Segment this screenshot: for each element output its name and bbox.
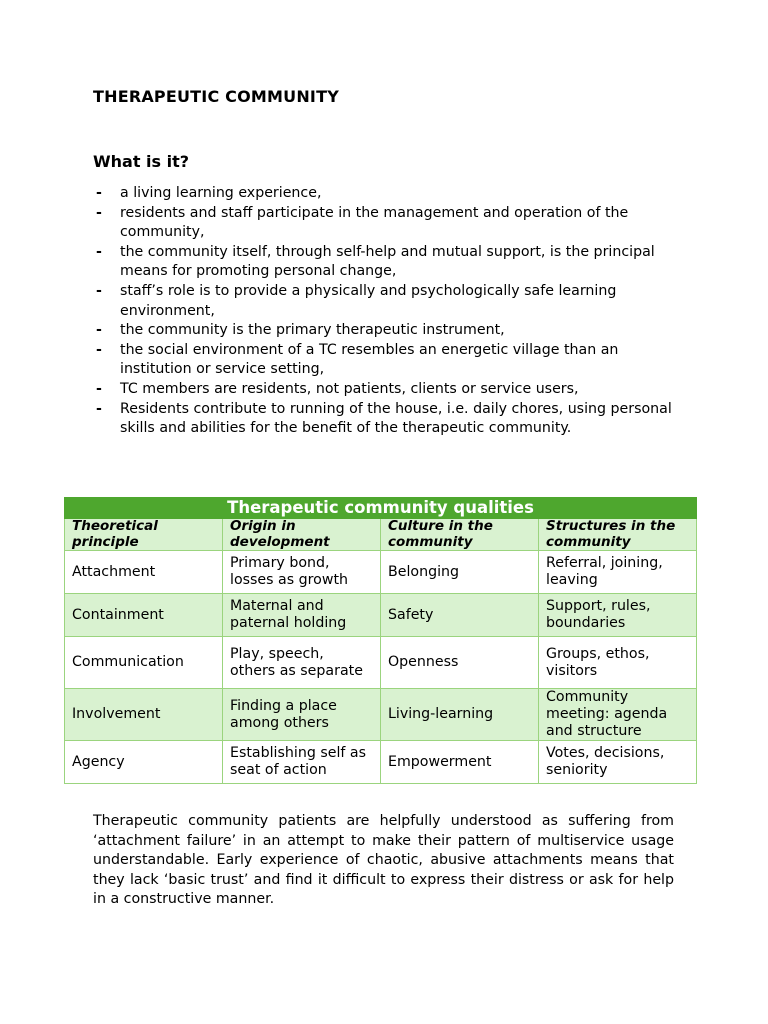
qualities-table: [64, 497, 697, 784]
list-item: - the community is the primary therapeutic instrument,: [93, 321, 683, 341]
table-cell: Agency: [65, 741, 223, 784]
closing-paragraph: Therapeutic community patients are helpfully understood as suffering from ‘attachment failure’ in an attempt to make their pattern of multiservice usage understandable. Early experience of chaotic, abusive attachments means that they lack ‘basic trust’ and find it difficult to express their distress or ask for help in a constructive manner.: [93, 813, 674, 908]
table-cell: Attachment: [65, 551, 223, 594]
list-item: - TC members are residents, not patients, clients or service users,: [93, 380, 683, 400]
bullet-dash: -: [96, 243, 102, 260]
table-row: [65, 689, 697, 741]
list-item: - staff’s role is to provide a physically and psychologically safe learning environment,: [96, 282, 617, 319]
table-cell: Referral, joining, leaving: [539, 551, 697, 594]
table-cell: Support, rules, boundaries: [539, 594, 697, 637]
table-cell: Communication: [65, 637, 223, 689]
table-cell: Maternal and paternal holding: [223, 594, 381, 637]
table-cell: Empowerment: [381, 741, 539, 784]
list-item: - the social environment of a TC resembles an energetic village than an institution or service setting,: [96, 341, 619, 378]
table-cell: Groups, ethos, visitors: [539, 637, 697, 689]
table-cell: Votes, decisions, seniority: [539, 741, 697, 784]
bullet-dash: -: [96, 204, 102, 221]
table-row: [65, 551, 697, 594]
document-title: THERAPEUTIC COMMUNITY: [93, 87, 339, 106]
bullet-dash: -: [96, 282, 102, 299]
table-cell: Living-learning: [381, 689, 539, 741]
table-cell: Establishing self as seat of action: [223, 741, 381, 784]
column-header-principle: Theoretical principle: [65, 519, 223, 551]
table-row: [65, 637, 697, 689]
table-cell: Primary bond, losses as growth: [223, 551, 381, 594]
column-header-structures: Structures in the community: [539, 519, 697, 551]
table-cell: Belonging: [381, 551, 539, 594]
column-header-culture: Culture in the community: [381, 519, 539, 551]
table-cell: Community meeting: agenda and structure: [539, 689, 697, 741]
list-item: - residents and staff participate in the management and operation of the community,: [96, 204, 629, 241]
list-item: - a living learning experience,: [93, 184, 683, 204]
bullet-dash: -: [96, 380, 102, 397]
section-heading: What is it?: [93, 152, 190, 171]
bullet-dash: -: [96, 322, 102, 339]
table-row: [65, 741, 697, 784]
table-cell: Containment: [65, 594, 223, 637]
list-item: - the community itself, through self-help and mutual support, is the principal means for promoting personal change,: [96, 243, 655, 280]
column-header-origin: Origin in development: [223, 519, 381, 551]
list-item: - Residents contribute to running of the house, i.e. daily chores, using personal skills and abilities for the benefit of the therapeutic community.: [96, 400, 672, 437]
bullet-dash: -: [96, 185, 102, 201]
table-caption: Therapeutic community qualities: [65, 498, 697, 519]
bullet-dash: -: [96, 400, 102, 417]
table-cell: Play, speech, others as separate: [223, 637, 381, 689]
table-cell: Openness: [381, 637, 539, 689]
table-cell: Safety: [381, 594, 539, 637]
table-cell: Involvement: [65, 689, 223, 741]
bullet-list: [93, 184, 683, 439]
table-cell: Finding a place among others: [223, 689, 381, 741]
table-row: [65, 594, 697, 637]
table-caption-row: [65, 498, 697, 519]
table-header-row: [65, 519, 697, 551]
bullet-dash: -: [96, 341, 102, 358]
